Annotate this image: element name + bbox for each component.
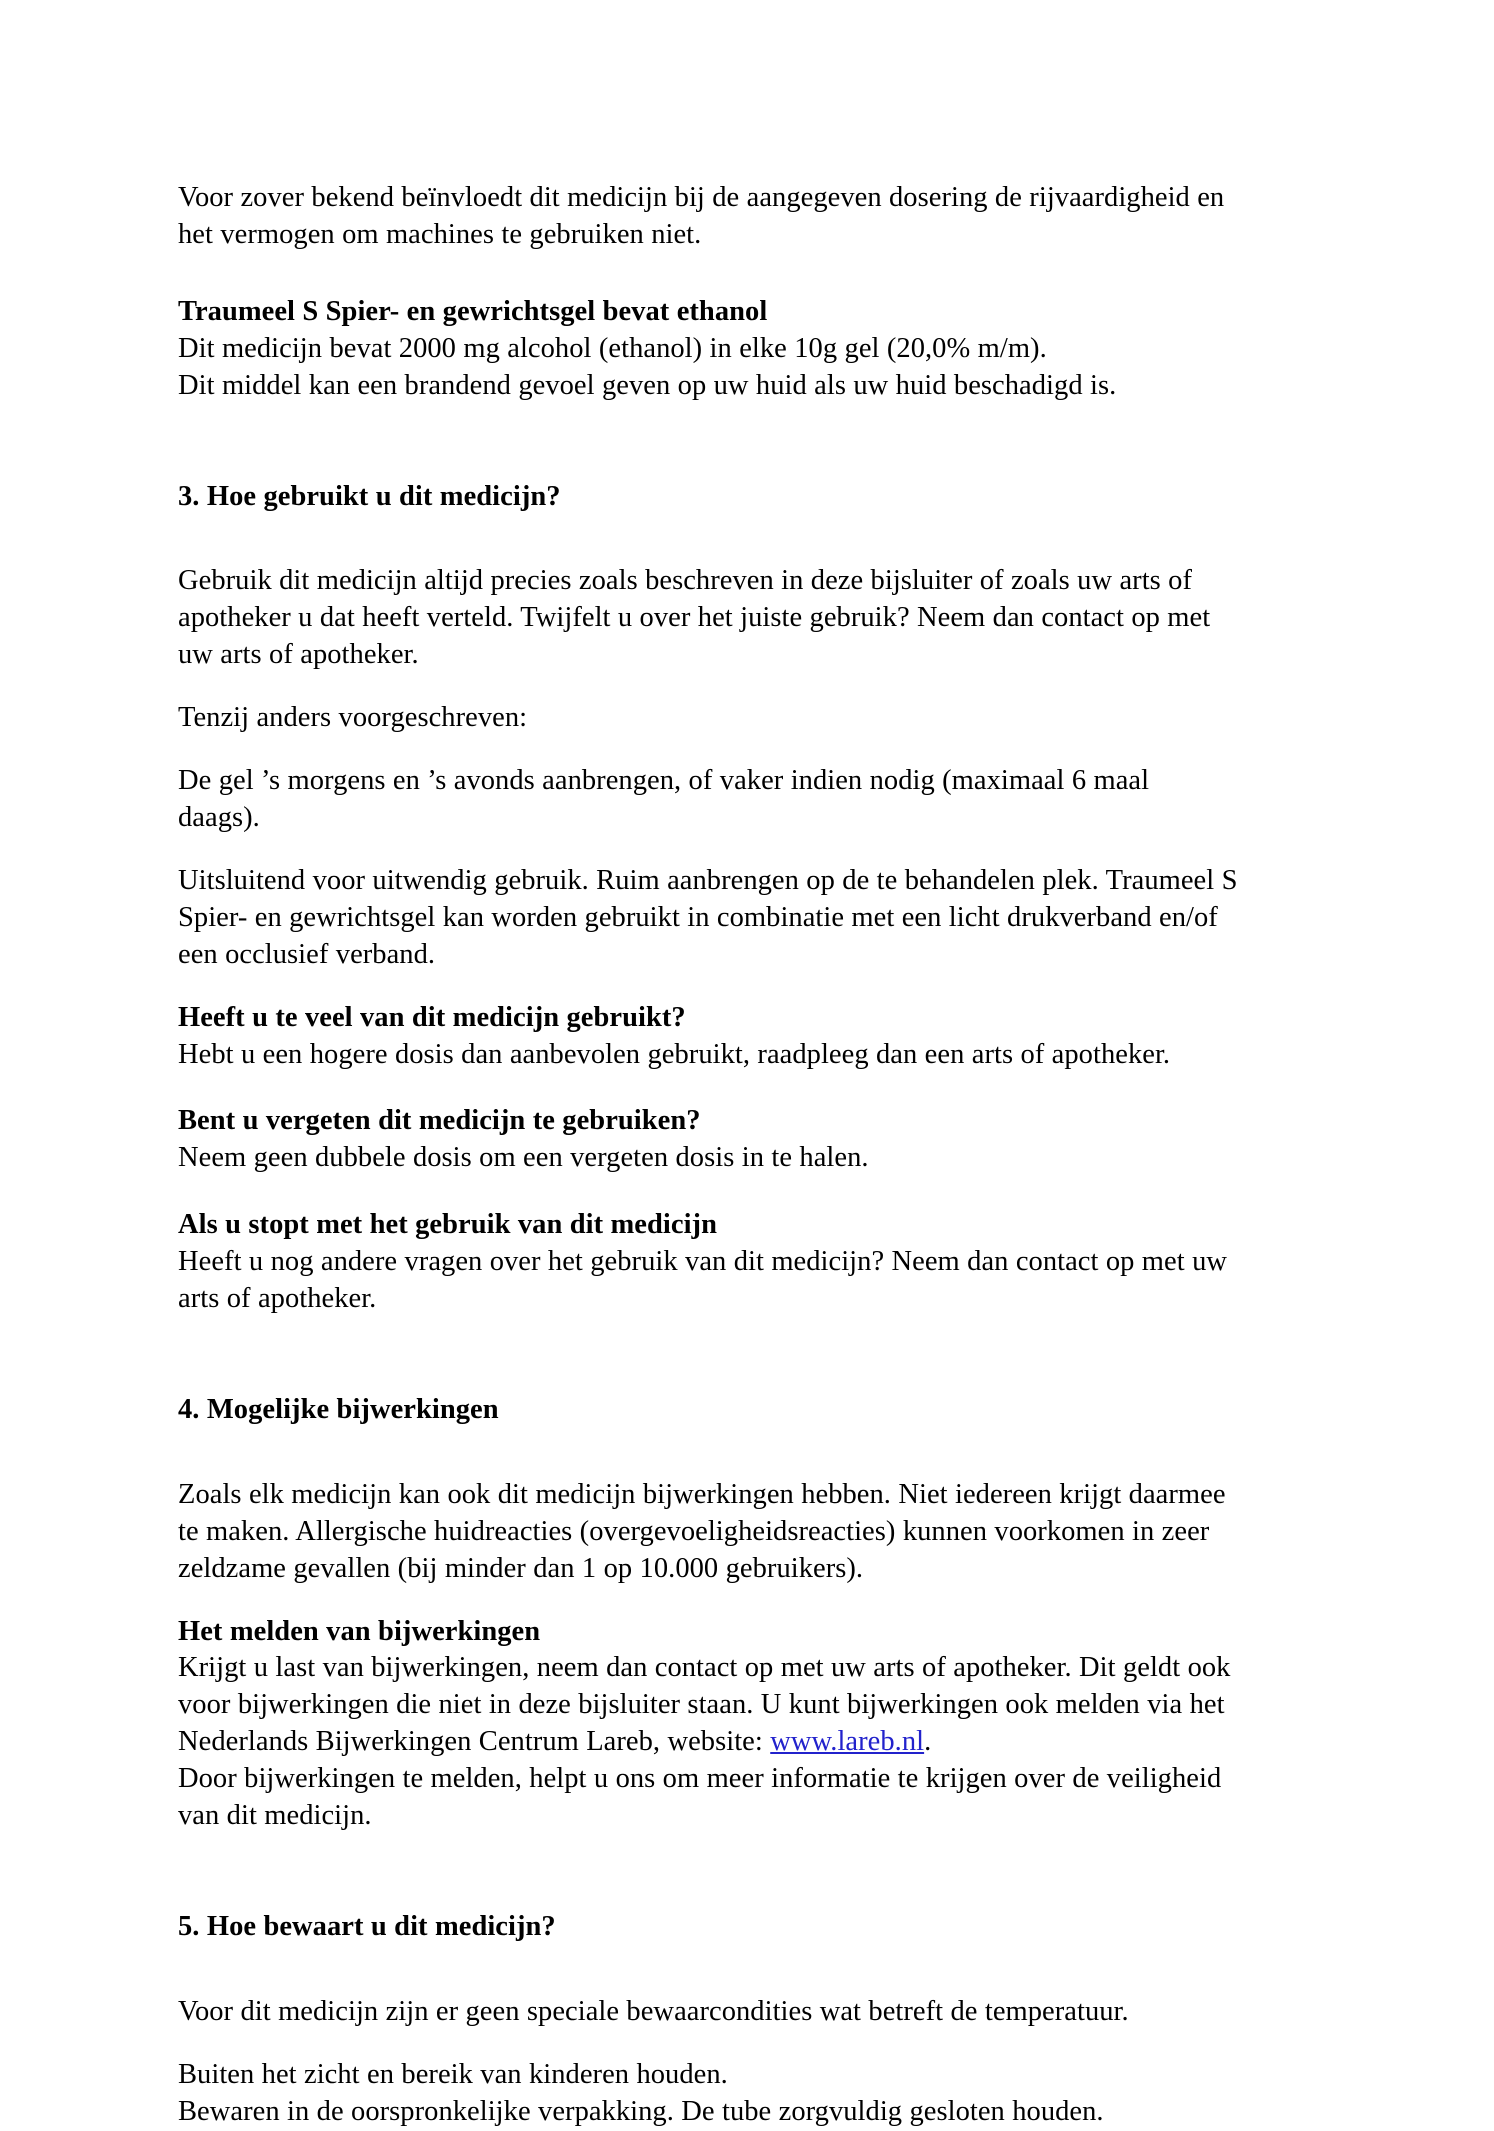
lareb-website-link[interactable]: www.lareb.nl	[770, 1726, 925, 1758]
spacer	[178, 405, 1238, 479]
reporting-text-before-link: Krijgt u last van bijwerkingen, neem dan contact op met uw arts of apotheker. Dit geldt ook voor bijwerkingen die niet in deze bijsluiter staan. U kunt bijwerkingen ook melden via het Nederlands Bijwerkingen Centrum Lareb, website:	[178, 1652, 1231, 1758]
spacer	[178, 1177, 1238, 1207]
storage-packaging-text: Bewaren in de oorspronkelijke verpakking. De tube zorgvuldig gesloten houden.	[178, 2095, 1104, 2127]
missed-dose-text: Neem geen dubbele dosis om een vergeten dosis in te halen.	[178, 1142, 869, 1174]
ethanol-content-line: Dit medicijn bevat 2000 mg alcohol (ethanol) in elke 10g gel (20,0% m/m).	[178, 332, 1047, 364]
reporting-side-effects-text	[178, 1650, 1238, 1761]
stopping-use-heading: Als u stopt met het gebruik van dit medicijn	[178, 1209, 717, 1241]
storage-temperature-text: Voor dit medicijn zijn er geen speciale bewaarcondities wat betreft de temperatuur.	[178, 1995, 1129, 2027]
storage-children-text: Buiten het zicht en bereik van kinderen houden.	[178, 2058, 728, 2090]
spacer	[178, 1946, 1238, 1994]
section-3-external-use: Uitsluitend voor uitwendig gebruik. Ruim aanbrengen op de te behandelen plek. Traumeel S Spier- en gewrichtsgel kan worden gebruikt in combinatie met een licht drukverband en/of een occlusief verband.	[178, 864, 1238, 970]
section-4-side-effects-intro: Zoals elk medicijn kan ook dit medicijn bijwerkingen hebben. Niet iedereen krijgt daarmee te maken. Allergische huidreacties (overgevoeligheidsreacties) kunnen voorkomen in zeer zeldzame gevallen (bij minder dan 1 op 10.000 gebruikers).	[178, 1478, 1226, 1584]
section-4-heading: 4. Mogelijke bijwerkingen	[178, 1393, 499, 1425]
reporting-side-effects-heading: Het melden van bijwerkingen	[178, 1615, 541, 1647]
spacer	[178, 1429, 1238, 1477]
spacer	[178, 1073, 1238, 1103]
spacer	[178, 515, 1238, 563]
section-3-dosage: De gel ’s morgens en ’s avonds aanbrengen, of vaker indien nodig (maximaal 6 maal daags).	[178, 765, 1150, 833]
reporting-benefit-text: Door bijwerkingen te melden, helpt u ons om meer informatie te krijgen over de veiligheid van dit medicijn.	[178, 1763, 1222, 1832]
spacer	[178, 1835, 1238, 1909]
spacer	[178, 280, 1238, 294]
overdose-heading: Heeft u te veel van dit medicijn gebruikt?	[178, 1001, 686, 1033]
reporting-text-after-link: .	[924, 1726, 932, 1758]
section-3-unless-prescribed: Tenzij anders voorgeschreven:	[178, 702, 528, 734]
overdose-text: Hebt u een hogere dosis dan aanbevolen gebruikt, raadpleeg dan een arts of apotheker.	[178, 1038, 1171, 1070]
stopping-use-text: Heeft u nog andere vragen over het gebruik van dit medicijn? Neem dan contact op met uw arts of apotheker.	[178, 1246, 1227, 1315]
document-body	[178, 180, 1238, 2131]
section-5-heading: 5. Hoe bewaart u dit medicijn?	[178, 1911, 556, 1942]
section-3-usage-instructions: Gebruik dit medicijn altijd precies zoals beschreven in deze bijsluiter of zoals uw arts of apotheker u dat heeft verteld. Twijfelt u over het juiste gebruik? Neem dan contact op met uw arts of apotheker.	[178, 565, 1211, 671]
driving-ability-paragraph: Voor zover bekend beïnvloedt dit medicijn bij de aangegeven dosering de rijvaardigheid en het vermogen om machines te gebruiken niet.	[178, 182, 1225, 250]
ethanol-heading: Traumeel S Spier- en gewrichtsgel bevat ethanol	[178, 295, 768, 327]
missed-dose-heading: Bent u vergeten dit medicijn te gebruiken?	[178, 1105, 701, 1137]
section-3-heading: 3. Hoe gebruikt u dit medicijn?	[178, 480, 561, 512]
spacer	[178, 1318, 1238, 1392]
ethanol-warning-line: Dit middel kan een brandend gevoel geven op uw huid als uw huid beschadigd is.	[178, 369, 1117, 401]
